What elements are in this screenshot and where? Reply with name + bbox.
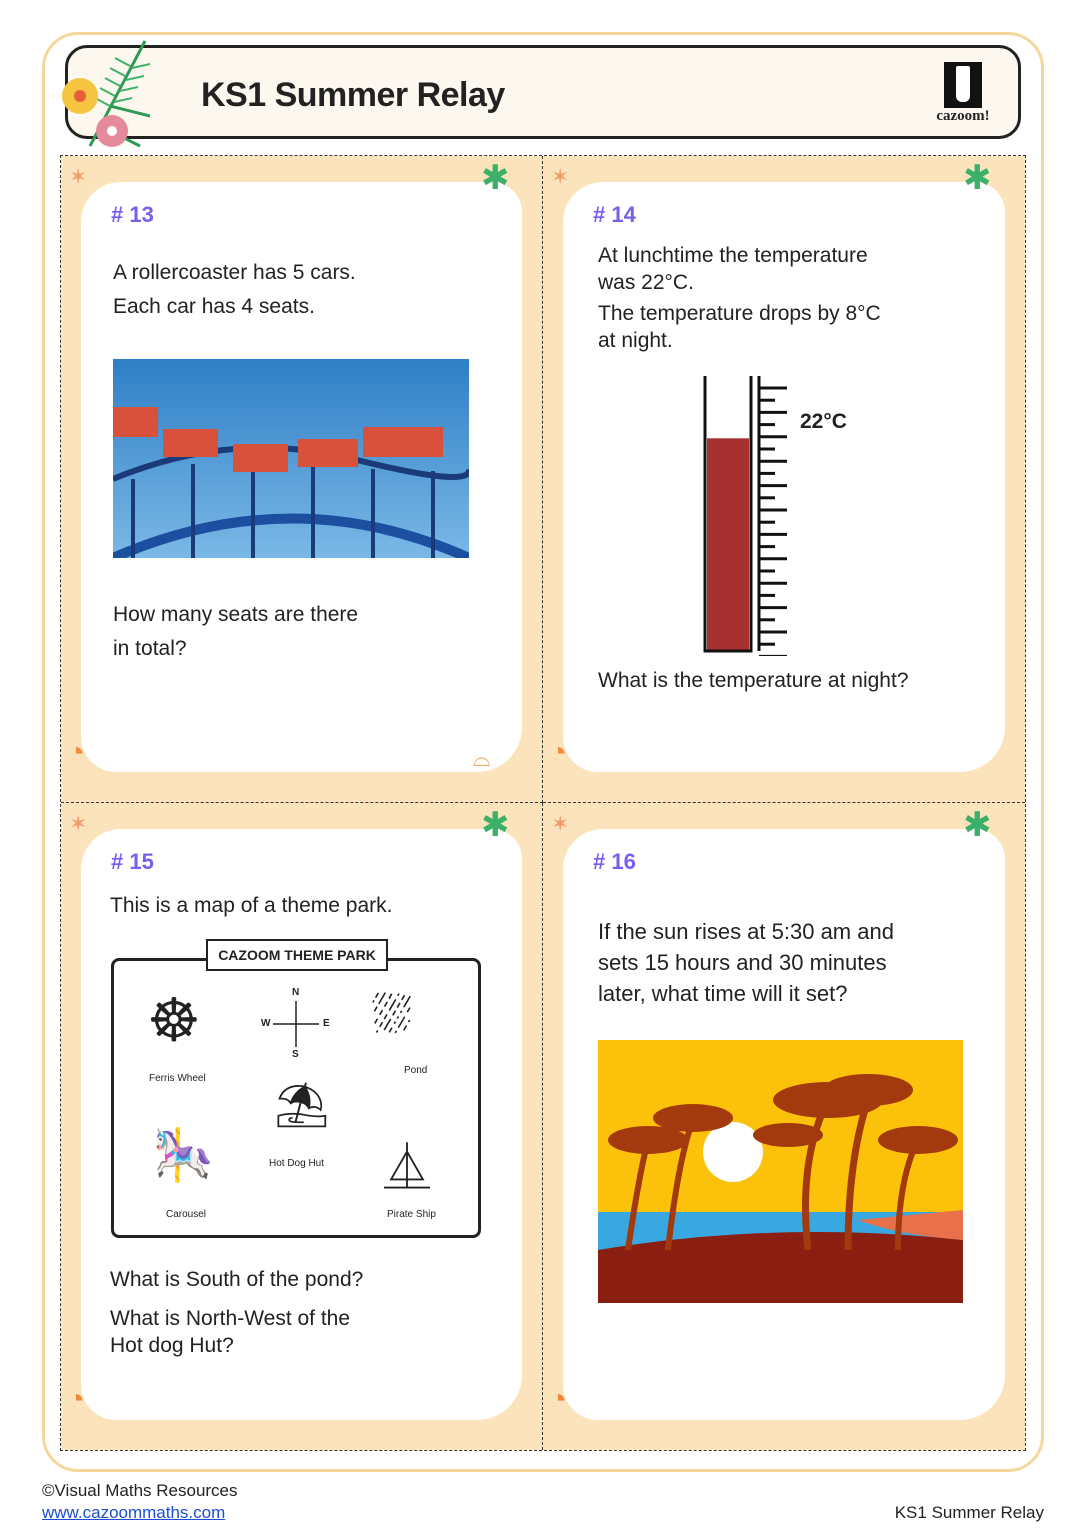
palm-umbrella-icon: ✱ [963, 806, 992, 844]
basket-icon: ⌓ [473, 746, 491, 771]
question-text: How many seats are there in total? [113, 603, 359, 660]
place-label: Ferris Wheel [149, 1073, 206, 1084]
beach-umbrella-icon: ◔ [67, 736, 86, 769]
card-14 [543, 156, 1025, 803]
card-number: # 15 [111, 849, 154, 874]
place-label: Pirate Ship [387, 1209, 436, 1220]
carousel-icon: 🎠 [152, 1127, 215, 1183]
question-text: What is the temperature at night? [598, 669, 909, 692]
card-text: If the sun rises at 5:30 am and sets 15 hours and 30 minutes later, what time will it set? [598, 919, 894, 1006]
hot-dog-cart-icon: ⛱ [274, 1081, 330, 1130]
starfish-icon: ✶ [551, 811, 570, 836]
pirate-ship-icon: ⏅ [384, 1141, 430, 1193]
cards-grid [60, 155, 1026, 1451]
beach-umbrella-icon: ◔ [67, 1383, 86, 1416]
palm-umbrella-icon: ✱ [481, 159, 510, 197]
rollercoaster-photo [113, 359, 469, 558]
starfish-icon: ✶ [551, 164, 570, 189]
card-16 [543, 803, 1025, 1450]
pond-icon: ⛆ [372, 987, 412, 1043]
website-link[interactable]: www.cazoommaths.com [42, 1503, 226, 1522]
header [65, 45, 1021, 139]
starfish-icon: ✶ [69, 164, 88, 189]
map-title: CAZOOM THEME PARK [206, 939, 388, 971]
intro-text: This is a map of a theme park. [110, 894, 393, 917]
card-number: # 13 [111, 202, 154, 227]
sunset-palms-image [598, 1040, 963, 1303]
compass: N S W E [261, 987, 330, 1060]
card-15 [61, 803, 543, 1450]
beach-umbrella-icon: ◔ [549, 1383, 568, 1416]
place-label: Hot Dog Hut [269, 1158, 325, 1169]
thermometer-fill [707, 438, 749, 651]
tropical-flower-icon [50, 36, 170, 156]
ferris-wheel-icon: ☸ [147, 987, 201, 1054]
palm-umbrella-icon: ✱ [481, 806, 510, 844]
thermometer-label: 22°C [800, 410, 847, 433]
copyright-text: ©Visual Maths Resources [42, 1481, 238, 1500]
place-label: Carousel [166, 1209, 207, 1220]
question-text: What is South of the pond? What is North-West of the Hot dog Hut? [110, 1268, 364, 1357]
page-title: KS1 Summer Relay [201, 76, 505, 114]
place-label: Pond [404, 1065, 428, 1076]
card-text: At lunchtime the temperature was 22°C. The temperature drops by 8°C at night. [598, 244, 881, 352]
card-number: # 16 [593, 849, 636, 874]
palm-umbrella-icon: ✱ [963, 159, 992, 197]
card-text: A rollercoaster has 5 cars. Each car has 4 seats. [113, 261, 356, 318]
starfish-icon: ✶ [69, 811, 88, 836]
card-13 [61, 156, 543, 803]
card-number: # 14 [593, 202, 636, 227]
cazoom-logo: cazoom! [924, 62, 1002, 125]
theme-park-map [111, 947, 481, 1238]
beach-umbrella-icon: ◔ [549, 736, 568, 769]
footer-title: KS1 Summer Relay [894, 1503, 1044, 1522]
